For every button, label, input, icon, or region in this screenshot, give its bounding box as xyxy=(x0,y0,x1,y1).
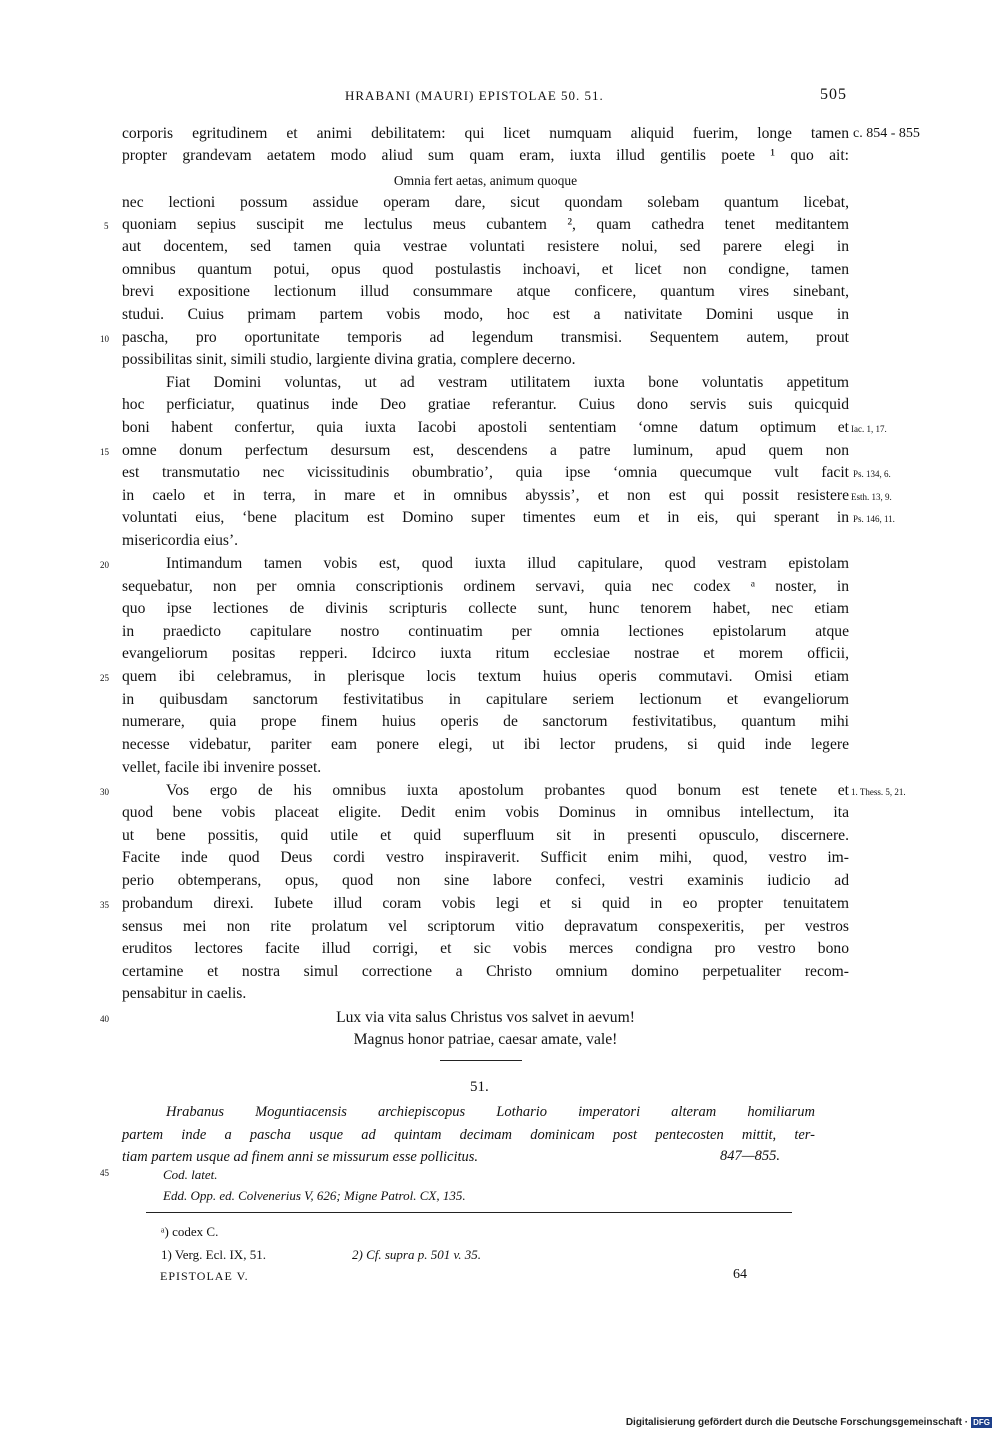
text-line: perio obtemperans, opus, quod non sine labore confeci, vestri examinis iudicio ad xyxy=(122,872,849,889)
text-line: evangeliorum positas repperi. Idcirco iuxta ritum ecclesiae nostrae et morem officii, xyxy=(122,645,849,662)
text-line: ut bene possitis, quid utile et quid superfluum sit in presenti opusculo, discernere. xyxy=(122,827,849,844)
text-line: quem ibi celebramus, in plerisque locis textum huius operis commutavi. Omisi etiam xyxy=(122,668,849,685)
text-line: sensus mei non rite prolatum vel scriptorum vitio depravatum conspexeritis, per vestros xyxy=(122,918,849,935)
margin-ref: Iac. 1, 17. xyxy=(851,424,887,434)
editions-note: Edd. Opp. ed. Colvenerius V, 626; Migne Patrol. CX, 135. xyxy=(163,1188,466,1203)
footnote-rule xyxy=(146,1212,792,1213)
text-line: in caelo et in terra, in mare et in omnibus abyssis’, et non est qui possit resistere xyxy=(122,487,849,504)
margin-ref: Esth. 13, 9. xyxy=(851,492,892,502)
text-line: studui. Cuius primam partem vobis modo, hoc est a nativitate Domini usque in xyxy=(122,306,849,323)
margin-ref: Ps. 134, 6. xyxy=(853,469,891,479)
text-line: corporis egritudinem et animi debilitatem: qui licet numquam aliquid fuerim, longe tamen xyxy=(122,125,849,142)
text-line: hoc perficiatur, quatinus inde Deo gratiae referantur. Cuius dono servis suis quicquid xyxy=(122,396,849,413)
text-line: omne donum perfectum desursum est, descendens a patre luminum, apud quem non xyxy=(122,442,849,459)
running-header-title: HRABANI (MAURI) EPISTOLAE 50. 51. xyxy=(345,88,604,103)
text-line: eruditos lectores facite illud corrigi, et sic vobis merces condigna pro vestro bono xyxy=(122,940,849,957)
codex-note: Cod. latet. xyxy=(163,1167,218,1182)
text-line: probandum direxi. Iubete illud coram vobis legi et si quid in eo propter tenuitatem xyxy=(122,895,849,912)
text-line: nec lectioni possum assidue operam dare, sicut quondam solebam quantum licebat, xyxy=(122,194,849,211)
summary-line: tiam partem usque ad finem anni se missurum esse pollicitus. xyxy=(122,1149,479,1165)
footnote-a: ᵃ) codex C. xyxy=(161,1224,219,1239)
text-line: omnibus quantum potui, opus quod postulastis inchoavi, et licet non condigne, tamen xyxy=(122,261,849,278)
line-number: 30 xyxy=(100,787,109,797)
text-line: brevi expositione lectionum illud consummare atque conficere, quantum vires sinebant, xyxy=(122,283,849,300)
margin-ref: Ps. 146, 11. xyxy=(853,514,895,524)
summary-line: Hrabanus Moguntiacensis archiepiscopus Lothario imperatori alteram homiliarum xyxy=(166,1104,815,1120)
text-line: Magnus honor patriae, caesar amate, vale! xyxy=(353,1031,618,1048)
text-line: Intimandum tamen vobis est, quod iuxta illud capitulare, quod vestram epistolam xyxy=(166,555,849,572)
line-number: 15 xyxy=(100,447,109,457)
text-line: numerare, quia prope finem huius operis de sanctorum festivitatibus, quantum mihi xyxy=(122,713,849,730)
text-line: voluntati eius, ‘bene placitum est Domino super timentes eum et in eis, qui sperant in xyxy=(122,509,849,526)
text-line: propter grandevam aetatem modo aliud sum quam eram, iuxta illud gentilis poete ¹ quo ait: xyxy=(122,147,849,164)
text-line: in praedicto capitulare nostro continuatim per omnia lectiones epistolarum atque xyxy=(122,623,849,640)
line-number: 40 xyxy=(100,1014,109,1024)
text-line: aut docentem, sed tamen quia vestrae voluntati resistere nolui, sed parere elegi in xyxy=(122,238,849,255)
text-line: necesse videbatur, pariter eam ponere elegi, ut ibi lector prudens, si quid inde legere xyxy=(122,736,849,753)
margin-date: c. 854 - 855 xyxy=(853,126,920,141)
text-line: pascha, pro oportunitate temporis ad legendum transmisi. Sequentem autem, prout xyxy=(122,329,849,346)
text-line: Vos ergo de his omnibus iuxta apostolum probantes quod bonum est tenete et xyxy=(166,782,849,799)
footnote-1: 1) Verg. Ecl. IX, 51. xyxy=(161,1247,266,1262)
section-divider xyxy=(440,1060,522,1061)
section-number: 51. xyxy=(470,1079,489,1095)
summary-date: 847—855. xyxy=(720,1148,781,1164)
line-number: 25 xyxy=(100,673,109,683)
signature-label: EPISTOLAE V. xyxy=(160,1269,249,1283)
page-number: 505 xyxy=(820,86,847,103)
summary-line: partem inde a pascha usque ad quintam decimam dominicam post pentecosten mittit, ter- xyxy=(122,1127,815,1143)
text-line: vellet, facile ibi invenire posset. xyxy=(122,759,322,776)
margin-ref: 1. Thess. 5, 21. xyxy=(851,787,906,797)
footer xyxy=(626,1417,992,1428)
text-line: Fiat Domini voluntas, ut ad vestram utilitatem iuxta bone voluntatis appetitum xyxy=(166,374,849,391)
line-number: 10 xyxy=(100,334,109,344)
text-line: Omnia fert aetas, animum quoque xyxy=(393,173,578,188)
text-line: pensabitur in caelis. xyxy=(122,985,247,1002)
line-number: 20 xyxy=(100,560,109,570)
signature-number: 64 xyxy=(733,1267,747,1282)
line-number: 5 xyxy=(104,221,109,231)
text-line: quoniam sepius suscipit me lectulus meus cubantem ², quam cathedra tenet meditantem xyxy=(122,216,849,233)
text-line: sequebatur, non per omnia conscriptionis ordinem servavi, quia nec codex ᵃ noster, in xyxy=(122,578,849,595)
text-line: quo ipse lectiones de divinis scripturis collecte sunt, hunc tenorem habet, nec etiam xyxy=(122,600,849,617)
text-line: certamine et nostra simul correctione a Christo omnium domino perpetualiter recom- xyxy=(122,963,849,980)
dfg-logo-icon: DFG xyxy=(973,1418,990,1427)
text-line: boni habent confertur, quia iuxta Iacobi apostoli sententiam ‘omne datum optimum et xyxy=(122,419,849,436)
footer-text: Digitalisierung gefördert durch die Deutsche Forschungsgemeinschaft · xyxy=(625,1417,969,1428)
text-line: in quibusdam sanctorum festivitatibus in capitulare seriem lectionum et evangeliorum xyxy=(122,691,849,708)
line-number: 35 xyxy=(100,900,109,910)
text-line: est transmutatio nec vicissitudinis obumbratio’, quia ipse ‘omnia quecumque vult facit xyxy=(122,464,849,481)
text-line: Facite inde quod Deus cordi vestro inspiraverit. Sufficit enim mihi, quod, vestro im- xyxy=(122,849,849,866)
footnote-2: 2) Cf. supra p. 501 v. 35. xyxy=(352,1247,482,1262)
text-line: Lux via vita salus Christus vos salvet in aevum! xyxy=(336,1009,635,1026)
line-number: 45 xyxy=(100,1168,109,1178)
text-line: misericordia eius’. xyxy=(122,532,239,549)
text-line: quod bene vobis placeat eligite. Dedit enim vobis Dominus in omnibus intellectum, ita xyxy=(122,804,849,821)
text-line: possibilitas sinit, simili studio, largiente divina gratia, complere decerno. xyxy=(122,351,576,368)
